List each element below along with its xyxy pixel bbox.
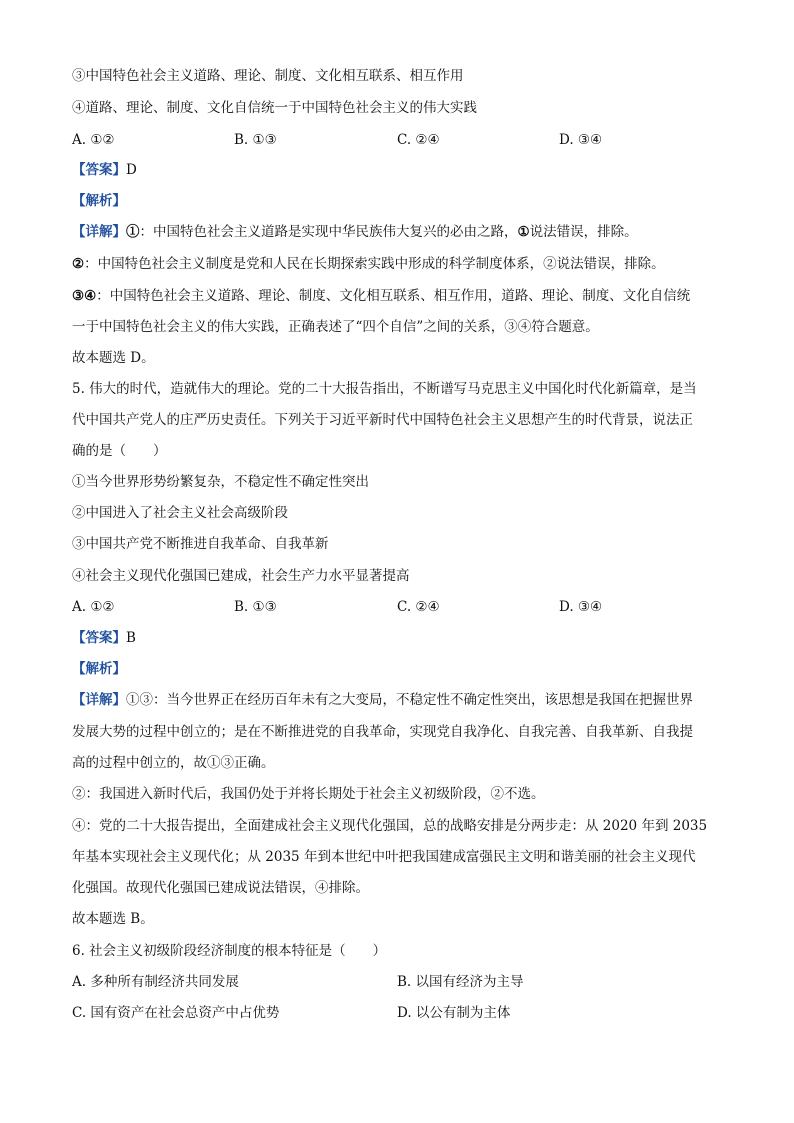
q5-detail-3-cont-2: 化强国。故现代化强国已建成说法错误，④排除。 (72, 880, 369, 896)
q5-item-1: ①当今世界形势纷繁复杂，不稳定性不确定性突出 (72, 474, 369, 490)
q4-detail-2: ②：中国特色社会主义制度是党和人民在长期探索实践中形成的科学制度体系，②说法错误，排除。 (72, 256, 665, 272)
q5-conclusion: 故本题选 B。 (72, 911, 154, 927)
q4-option-b: B. ①③ (234, 132, 277, 148)
analysis-tag: 【解析】 (72, 661, 126, 677)
q4-detail-3-cont: 一于中国特色社会主义的伟大实践，正确表述了“四个自信”之间的关系，③④符合题意。 (72, 319, 599, 335)
detail-tag: 【详解】 (72, 224, 126, 240)
q5-detail-1: 【详解】①③：当今世界正在经历百年未有之大变局，不稳定性不确定性突出，该思想是我国在把握世界 (72, 692, 693, 708)
q5-detail-3: ④：党的二十大报告提出，全面建成社会主义现代化强国，总的战略安排是分两步走：从 2020 年到 2035 (72, 818, 708, 834)
q5-stem-line-2: 代中国共产党人的庄严历史责任。下列关于习近平新时代中国特色社会主义思想产生的时代背景，说法正 (72, 412, 693, 428)
q5-option-b: B. ①③ (234, 599, 277, 615)
q4-item-4: ④道路、理论、制度、文化自信统一于中国特色社会主义的伟大实践 (72, 100, 477, 116)
q4-option-d: D. ③④ (559, 132, 603, 148)
detail-tag: 【详解】 (72, 692, 126, 708)
q5-option-d: D. ③④ (559, 599, 603, 615)
q6-option-b: B. 以国有经济为主导 (397, 974, 524, 990)
q4-answer (72, 160, 732, 180)
q4-item-3: ③中国特色社会主义道路、理论、制度、文化相互联系、相互作用 (72, 68, 464, 84)
q5-analysis (72, 659, 732, 679)
q5-detail-3-cont: 年基本实现社会主义现代化；从 2035 年到本世纪中叶把我国建成富强民主文明和谐美丽的社会主义现代 (72, 849, 696, 865)
answer-tag: 【答案】 (72, 162, 126, 178)
q6-option-c: C. 国有资产在社会总资产中占优势 (72, 1005, 280, 1021)
q4-option-c: C. ②④ (397, 132, 440, 148)
q4-conclusion: 故本题选 D。 (72, 350, 155, 366)
analysis-tag: 【解析】 (72, 193, 126, 209)
q6-stem: 6. 社会主义初级阶段经济制度的根本特征是（ ） (72, 943, 387, 959)
q4-detail-3: ③④：中国特色社会主义道路、理论、制度、文化相互联系、相互作用，道路、理论、制度、文化自信统 (72, 288, 691, 304)
q5-option-c: C. ②④ (397, 599, 440, 615)
q6-option-a: A. 多种所有制经济共同发展 (72, 974, 239, 990)
answer-value: B (126, 630, 136, 646)
q5-stem-line-3: 确的是（ ） (72, 443, 167, 459)
q5-item-3: ③中国共产党不断推进自我革命、自我革新 (72, 536, 329, 552)
q5-item-4: ④社会主义现代化强国已建成，社会生产力水平显著提高 (72, 568, 410, 584)
q4-analysis (72, 191, 732, 211)
q5-item-2: ②中国进入了社会主义社会高级阶段 (72, 505, 288, 521)
q5-detail-1-cont-2: 高的过程中创立的，故①③正确。 (72, 755, 275, 771)
q5-stem-line-1: 5. 伟大的时代，造就伟大的理论。党的二十大报告指出，不断谱写马克思主义中国化时代化新篇章，是当 (72, 381, 697, 397)
q5-option-a: A. ①② (72, 599, 115, 615)
answer-tag: 【答案】 (72, 630, 126, 646)
q6-option-d: D. 以公有制为主体 (397, 1005, 511, 1021)
q5-answer (72, 628, 732, 648)
answer-value: D (126, 162, 137, 178)
q4-detail-1: 【详解】①：中国特色社会主义道路是实现中华民族伟大复兴的必由之路，①说法错误，排除。 (72, 224, 638, 240)
q5-detail-2: ②：我国进入新时代后，我国仍处于并将长期处于社会主义初级阶段，②不选。 (72, 786, 545, 802)
q4-option-a: A. ①② (72, 132, 115, 148)
q5-detail-1-cont: 发展大势的过程中创立的；是在不断推进党的自我革命，实现党自我净化、自我完善、自我革新、自我提 (72, 724, 693, 740)
